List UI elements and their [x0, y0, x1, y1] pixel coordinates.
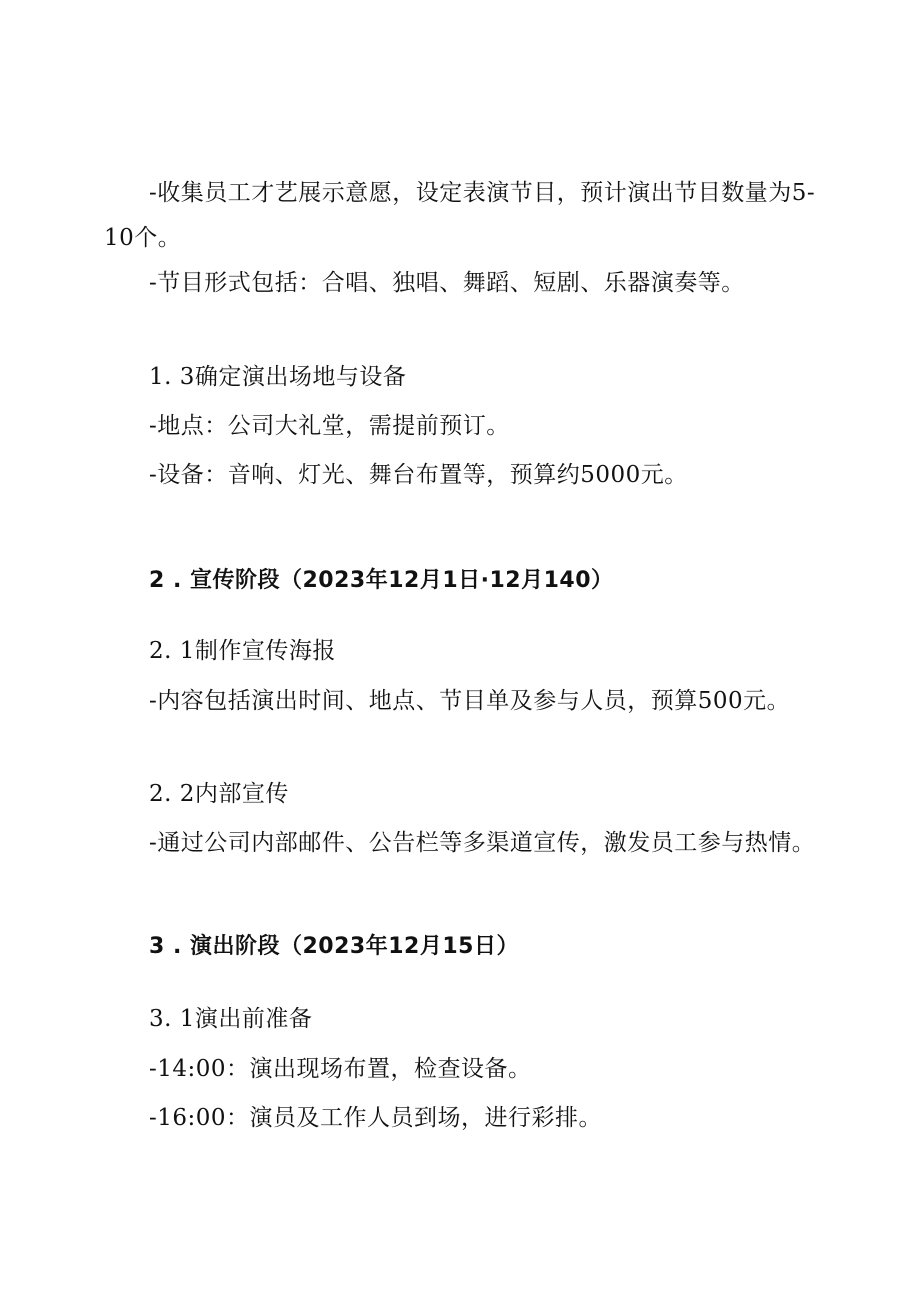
collect-talent-item: -收集员工才艺展示意愿，设定表演节目，预计演出节目数量为5-: [149, 180, 816, 206]
subsection-title-2-1: 2. 1制作宣传海报: [149, 638, 336, 664]
program-forms-item: -节目形式包括：合唱、独唱、舞蹈、短剧、乐器演奏等。: [149, 270, 745, 296]
section-heading-2: 2 . 宣传阶段（2023年12月1日·12月140）: [149, 568, 614, 593]
venue-item: -地点：公司大礼堂，需提前预订。: [149, 413, 510, 439]
poster-content-item: -内容包括演出时间、地点、节目单及参与人员，预算500元。: [149, 688, 791, 714]
schedule-step-1400: -14:00：演出现场布置，检查设备。: [149, 1056, 532, 1082]
subsection-title-2-2: 2. 2内部宣传: [149, 781, 289, 807]
subsection-title-3-1: 3. 1演出前准备: [149, 1006, 313, 1032]
section-heading-3: 3 . 演出阶段（2023年12月15日）: [149, 934, 519, 959]
collect-talent-item-continued: 10个。: [104, 225, 182, 251]
subsection-title-1-3: 1. 3确定演出场地与设备: [149, 364, 407, 390]
equipment-item: -设备：音响、灯光、舞台布置等，预算约5000元。: [149, 462, 688, 488]
schedule-step-1600: -16:00：演员及工作人员到场，进行彩排。: [149, 1105, 603, 1131]
internal-promo-item: -通过公司内部邮件、公告栏等多渠道宣传，激发员工参与热情。: [149, 830, 816, 856]
